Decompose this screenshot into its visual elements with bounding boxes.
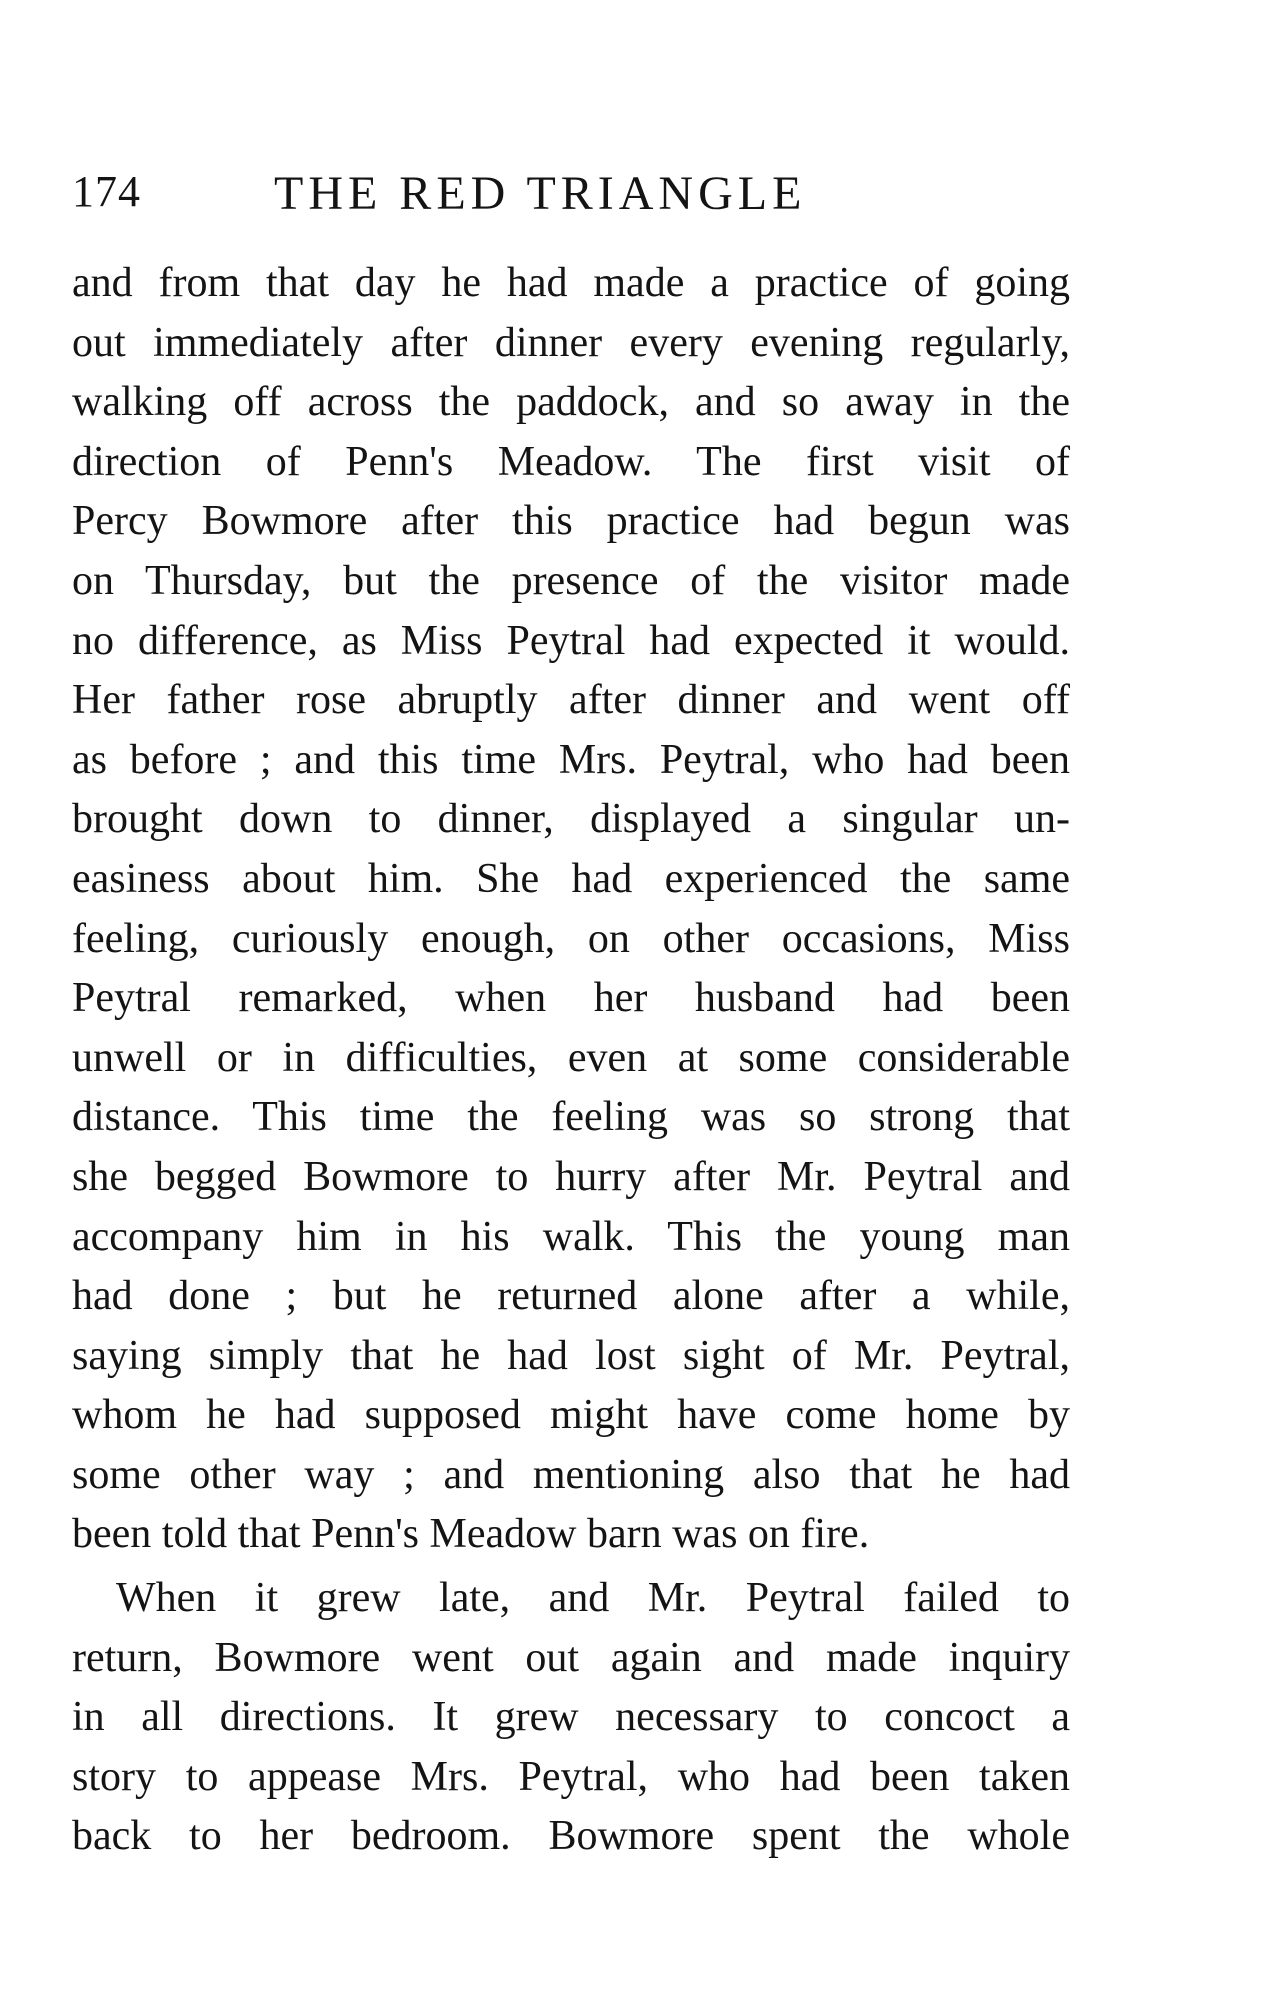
text-line: brought down to dinner, displayed a singular un-: [72, 796, 1070, 843]
text-line: Percy Bowmore after this practice had begun was: [72, 498, 1070, 545]
text-line: direction of Penn's Meadow. The first visit of: [72, 438, 1070, 485]
text-line: saying simply that he had lost sight of Mr. Peytral,: [72, 1332, 1070, 1379]
body-text: [72, 254, 1070, 1867]
text-line: Her father rose abruptly after dinner and went off: [72, 677, 1070, 724]
text-line: unwell or in difficulties, even at some considerable: [72, 1034, 1070, 1081]
text-line: accompany him in his walk. This the young man: [72, 1213, 1070, 1260]
text-line: out immediately after dinner every evening regularly,: [72, 319, 1070, 366]
text-line: been told that Penn's Meadow barn was on fire.: [72, 1511, 870, 1558]
text-line: return, Bowmore went out again and made inquiry: [72, 1634, 1070, 1681]
text-line: no difference, as Miss Peytral had expected it would.: [72, 617, 1070, 664]
text-line: on Thursday, but the presence of the visitor made: [72, 557, 1070, 604]
text-line: had done ; but he returned alone after a while,: [72, 1273, 1070, 1320]
text-line: as before ; and this time Mrs. Peytral, who had been: [72, 736, 1070, 783]
text-line: and from that day he had made a practice of going: [72, 260, 1070, 306]
page-number: 174: [72, 167, 141, 216]
text-line: some other way ; and mentioning also that he had: [72, 1451, 1070, 1498]
text-line: walking off across the paddock, and so away in the: [72, 379, 1070, 426]
text-line: When it grew late, and Mr. Peytral failed to: [116, 1575, 1070, 1622]
text-line: back to her bedroom. Bowmore spent the whole: [72, 1813, 1070, 1860]
text-line: easiness about him. She had experienced the same: [72, 855, 1070, 902]
text-line: feeling, curiously enough, on other occasions, Miss: [72, 915, 1070, 962]
text-line: she begged Bowmore to hurry after Mr. Peytral and: [72, 1153, 1070, 1200]
text-line: whom he had supposed might have come home by: [72, 1392, 1070, 1439]
text-line: Peytral remarked, when her husband had been: [72, 975, 1070, 1022]
running-title: THE RED TRIANGLE: [274, 167, 807, 220]
running-head: [72, 166, 1072, 226]
text-line: story to appease Mrs. Peytral, who had been taken: [72, 1753, 1070, 1800]
text-line: in all directions. It grew necessary to concoct a: [72, 1694, 1070, 1741]
paragraph-2: [72, 1569, 1070, 1867]
text-line: distance. This time the feeling was so strong that: [72, 1094, 1070, 1141]
paragraph-1: [72, 254, 1070, 1565]
